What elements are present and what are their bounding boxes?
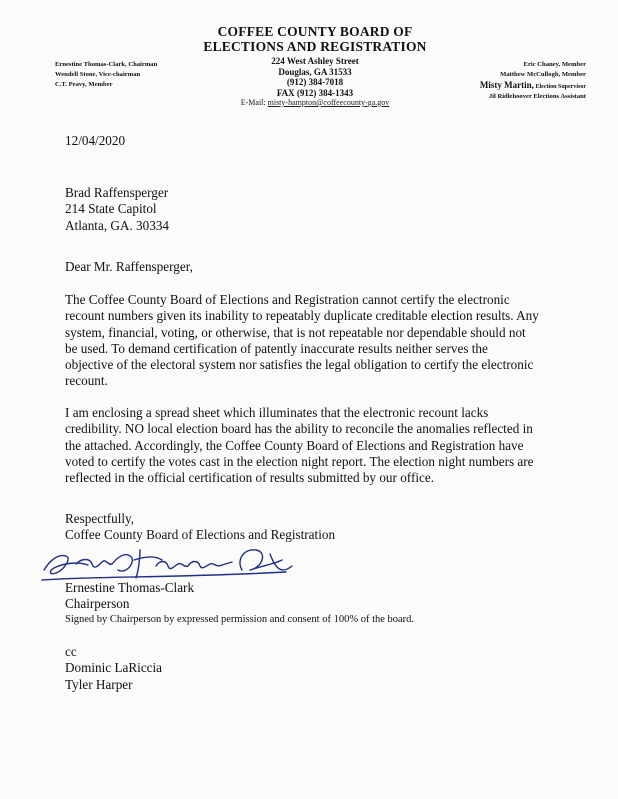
authorization-note: Signed by Chairperson by expressed permission and consent of 100% of the board. xyxy=(65,614,415,625)
recipient-city: Atlanta, GA. 30334 xyxy=(65,217,170,233)
elections-assistant: Jil Ridlehoover Elections Assistant xyxy=(488,93,586,100)
cc-block xyxy=(65,644,585,693)
closing: Respectfully, xyxy=(65,511,135,526)
address-email-row xyxy=(200,98,430,109)
paragraph-1 xyxy=(65,292,585,390)
paragraph-2-line: the attached. Accordingly, the Coffee County Board of Elections and Registration have xyxy=(65,437,524,453)
paragraph-2-line: voted to certify the votes cast in the election night report. The election night numbers are xyxy=(65,453,534,469)
cc-recipient: Tyler Harper xyxy=(65,676,133,692)
letter-date: 12/04/2020 xyxy=(65,133,126,148)
email-link[interactable]: misty-hampton@coffeecounty-ga.gov xyxy=(267,98,390,107)
address-street: 224 West Ashley Street xyxy=(271,56,359,66)
address-phone: (912) 384-7018 xyxy=(286,77,344,87)
letterhead-title-line2: ELECTIONS AND REGISTRATION xyxy=(203,39,427,54)
recipient-address xyxy=(65,185,585,234)
salutation: Dear Mr. Raffensperger, xyxy=(65,259,193,274)
paragraph-1-line: be used. To demand certification of patently inaccurate results neither serves the xyxy=(65,340,488,356)
member-peavy: C.T. Peavy, Member xyxy=(55,81,113,88)
paragraph-2-line: credibility. NO local election board has the ability to reconcile the anomalies reflected in xyxy=(65,421,533,437)
cc-recipient: Dominic LaRiccia xyxy=(65,660,163,676)
paragraph-1-line: recount. xyxy=(65,373,108,389)
paragraph-2 xyxy=(65,405,585,486)
member-vice-chairman: Wendell Stone, Vice-chairman xyxy=(55,71,141,78)
address-fax: FAX (912) 384-1343 xyxy=(276,87,354,98)
board-members-right xyxy=(480,60,586,102)
signer-title: Chairperson xyxy=(65,596,130,611)
email-label: E-Mail: xyxy=(240,98,266,107)
member-chairman: Ernestine Thomas-Clark, Chairman xyxy=(55,61,158,68)
member-chaney: Eric Chaney, Member xyxy=(523,61,586,68)
paragraph-2-line: I am enclosing a spread sheet which illuminates that the electronic recount lacks xyxy=(65,405,489,420)
address-city: Douglas, GA 31533 xyxy=(278,66,352,77)
recipient-name: Brad Raffensperger xyxy=(65,185,169,200)
board-members-left xyxy=(55,60,157,90)
paragraph-1-line: objective of the electoral system nor satisfies the legal obligation to certify the electronic xyxy=(65,357,534,373)
paragraph-2-line: reflected in the official certification of results submitted by our office. xyxy=(65,470,434,486)
supervisor-row xyxy=(480,80,586,92)
closing-block xyxy=(65,511,585,544)
signer-name: Ernestine Thomas-Clark xyxy=(65,580,195,595)
letterhead-title-line1: COFFEE COUNTY BOARD OF xyxy=(217,24,413,39)
paragraph-1-line: The Coffee County Board of Elections and Registration cannot certify the electronic xyxy=(65,292,510,307)
supervisor-name: Misty Martin, xyxy=(479,80,534,90)
supervisor-role: Election Supervisor xyxy=(535,84,586,90)
paragraph-1-line: recount numbers given its inability to repeatably duplicate creditable election results. Any xyxy=(65,308,539,324)
office-address xyxy=(200,56,430,109)
paragraph-1-line: system, financial, voting, or otherwise, that is not repeatable nor dependable should not xyxy=(65,324,526,340)
organization: Coffee County Board of Elections and Registration xyxy=(65,527,336,543)
cc-label: cc xyxy=(65,644,77,659)
member-mccullogh: Matthew McCullogh, Member xyxy=(500,71,586,78)
recipient-street: 214 State Capitol xyxy=(65,201,157,217)
